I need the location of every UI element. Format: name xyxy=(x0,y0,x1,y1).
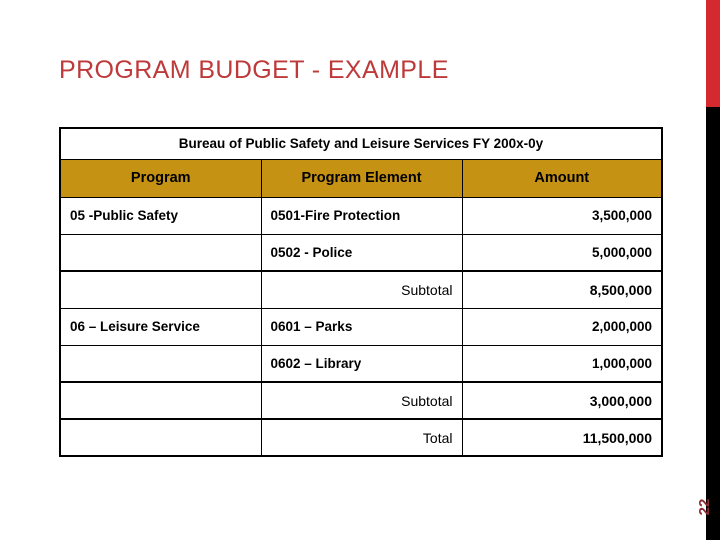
right-edge-black-bar xyxy=(706,107,720,540)
table-row xyxy=(60,197,662,234)
column-header-amount: Amount xyxy=(462,159,662,197)
right-edge-red-bar xyxy=(706,0,720,107)
cell-program-element: 0601 – Parks xyxy=(261,308,462,345)
cell-total-label: Total xyxy=(261,419,462,456)
table-caption-row xyxy=(60,128,662,159)
table-row xyxy=(60,382,662,419)
table-row xyxy=(60,271,662,308)
cell-amount: 3,000,000 xyxy=(462,382,662,419)
table-row xyxy=(60,419,662,456)
table-row xyxy=(60,234,662,271)
table-row xyxy=(60,345,662,382)
table-caption: Bureau of Public Safety and Leisure Services FY 200x-0y xyxy=(60,128,662,159)
cell-amount: 5,000,000 xyxy=(462,234,662,271)
page-title: PROGRAM BUDGET - EXAMPLE xyxy=(59,56,449,84)
cell-program-element: 0602 – Library xyxy=(261,345,462,382)
cell-amount: 2,000,000 xyxy=(462,308,662,345)
cell-program xyxy=(60,345,261,382)
cell-program: 06 – Leisure Service xyxy=(60,308,261,345)
cell-program xyxy=(60,382,261,419)
cell-total-label: Subtotal xyxy=(261,382,462,419)
cell-amount: 11,500,000 xyxy=(462,419,662,456)
program-budget-table xyxy=(59,127,663,457)
cell-amount: 3,500,000 xyxy=(462,197,662,234)
cell-program xyxy=(60,234,261,271)
cell-program-element: 0502 - Police xyxy=(261,234,462,271)
cell-program-element: 0501-Fire Protection xyxy=(261,197,462,234)
cell-program: 05 -Public Safety xyxy=(60,197,261,234)
page-number: 22 xyxy=(696,498,713,516)
cell-amount: 8,500,000 xyxy=(462,271,662,308)
column-header-program-element: Program Element xyxy=(261,159,462,197)
budget-table-container xyxy=(59,127,661,457)
table-header-row xyxy=(60,159,662,197)
cell-program xyxy=(60,419,261,456)
cell-total-label: Subtotal xyxy=(261,271,462,308)
table-row xyxy=(60,308,662,345)
column-header-program: Program xyxy=(60,159,261,197)
cell-program xyxy=(60,271,261,308)
cell-amount: 1,000,000 xyxy=(462,345,662,382)
